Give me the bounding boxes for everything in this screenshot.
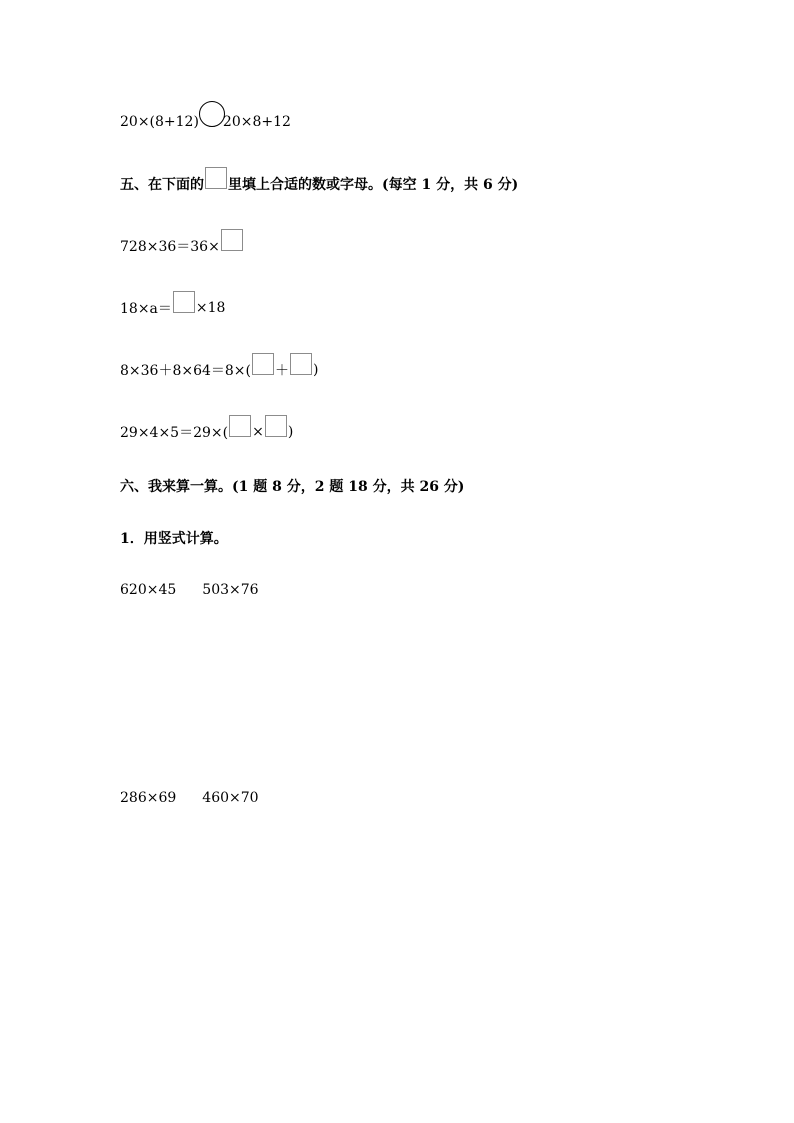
section-five-heading-part1: 五、在下面的 bbox=[120, 177, 204, 193]
calc-row-1 bbox=[120, 576, 259, 604]
q3-expression-left: 8×36＋8×64＝8×( bbox=[120, 363, 252, 379]
heading-box-sample bbox=[205, 167, 227, 189]
q1-expression: 728×36＝36× bbox=[120, 239, 220, 255]
q3-answer-box-2[interactable] bbox=[290, 353, 312, 375]
sub-question-1-title bbox=[120, 524, 228, 552]
q3-answer-box-1[interactable] bbox=[252, 353, 274, 375]
compare-circle-blank[interactable] bbox=[199, 101, 225, 127]
fill-question-4 bbox=[120, 418, 293, 446]
q4-close-paren: ) bbox=[287, 424, 294, 440]
section-five-heading bbox=[120, 170, 518, 198]
fill-question-3 bbox=[120, 356, 318, 384]
fill-question-2 bbox=[120, 294, 225, 322]
sub-question-1-text: 1．用竖式计算。 bbox=[120, 531, 228, 547]
calc-item: 286×69 bbox=[120, 790, 177, 806]
compare-question bbox=[120, 108, 291, 136]
section-six-heading bbox=[120, 472, 464, 500]
compare-right-expression: 20×8+12 bbox=[222, 114, 291, 130]
q1-answer-box[interactable] bbox=[221, 229, 243, 251]
calc-item: 460×70 bbox=[202, 790, 259, 806]
compare-left-expression: 20×(8+12) bbox=[120, 114, 199, 130]
q2-expression-right: ×18 bbox=[195, 300, 226, 316]
q4-expression-left: 29×4×5＝29×( bbox=[120, 425, 229, 441]
q3-operator: ＋ bbox=[275, 363, 290, 379]
q4-operator: × bbox=[252, 424, 264, 440]
q2-answer-box[interactable] bbox=[173, 291, 195, 313]
section-five-heading-part2: 里填上合适的数或字母。(每空 1 分，共 6 分) bbox=[228, 177, 519, 193]
q4-answer-box-1[interactable] bbox=[229, 415, 251, 437]
calc-item: 503×76 bbox=[202, 582, 259, 598]
calc-item: 620×45 bbox=[120, 582, 177, 598]
q3-close-paren: ) bbox=[313, 362, 319, 378]
q2-expression-left: 18×a＝ bbox=[120, 301, 172, 317]
fill-question-1 bbox=[120, 232, 244, 260]
calc-row-2 bbox=[120, 784, 259, 812]
q4-answer-box-2[interactable] bbox=[265, 415, 287, 437]
section-six-heading-text: 六、我来算一算。(1 题 8 分，2 题 18 分，共 26 分) bbox=[120, 479, 465, 495]
